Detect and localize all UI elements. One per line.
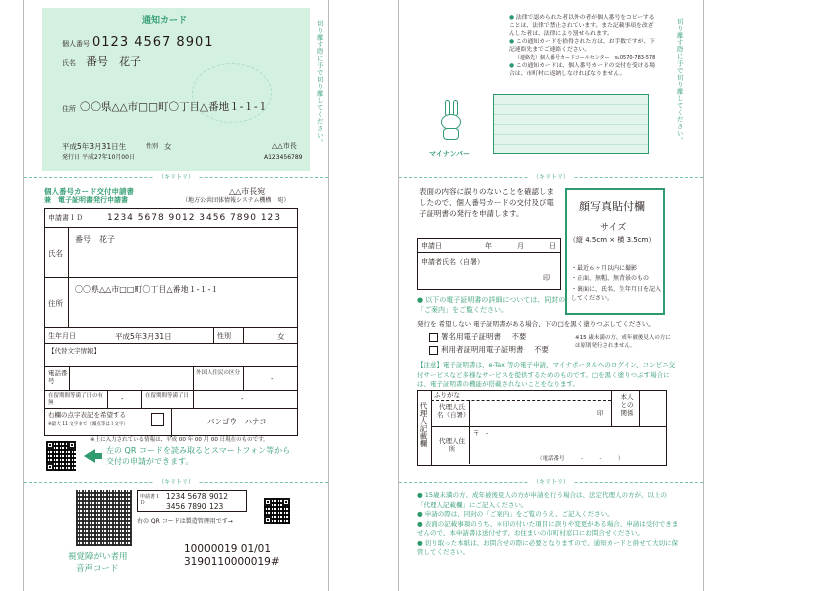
sex-value: 女 (277, 332, 285, 341)
proxy-seal: 印 (597, 409, 604, 417)
date-label: 申請日 (421, 242, 442, 250)
flower-watermark (192, 63, 272, 123)
note-item: ● 法律で認められた者以外の者が個人番号をコピーすることは、法律で禁止されています。また記載事項を改ざんした者は、法律により罰せられます。 (509, 14, 659, 38)
col-divider (107, 390, 108, 408)
card-serial: A123456789 (264, 154, 303, 161)
photo-size-value: （縦 4.5cm × 横 3.5cm） (569, 236, 656, 244)
foreign-value: - (271, 375, 274, 383)
application-qr-code (46, 441, 76, 471)
stay-date-value: - (241, 395, 244, 403)
lined-box (493, 94, 649, 154)
notification-card-front (42, 8, 310, 171)
instruction-item: ● 表面の記載事項のうち、＊印の付いた項目に誤りや変更がある場合、申請は受付できませんので、本申請書は送付せず、お住まいの市町村窓口にお問合せください。 (417, 520, 679, 539)
back-page (398, 0, 704, 591)
arrow-left-icon-tail (94, 453, 102, 459)
date-day: 日 (549, 242, 556, 250)
photo-req-2: ・正面、無帽、無背景のもの (571, 275, 650, 282)
voice-code (76, 490, 132, 546)
proxy-furigana: ふりがな (434, 391, 460, 399)
bottom-code-1: 10000019 01/01 (184, 543, 272, 555)
cert2-checkbox[interactable] (429, 346, 438, 355)
proxy-postal: 〒 - (473, 429, 489, 437)
row-divider (431, 400, 611, 401)
form-addressee: △△市長宛 (229, 187, 266, 196)
name-label: 氏名 (48, 249, 63, 258)
form-heading-2: 兼 電子証明書発行申請書 (44, 196, 128, 204)
braille-note: ※最大 11 文字まで（濁点等は１文字） (48, 422, 128, 427)
photo-size-label: サイズ (600, 223, 627, 233)
stay-label: 在留期間等満了日の有無 (48, 393, 104, 406)
cut-line-2 (24, 479, 328, 486)
cut-label-1: （キリトリ） (154, 174, 198, 181)
card-birth: 平成5年3月31日生 (62, 142, 127, 151)
instruction-item: ● 申請の際は、同封の「ご案内」をご覧のうえ、ご記入ください。 (417, 510, 679, 520)
date-year: 年 (485, 242, 492, 250)
proxy-relation-label: 本人との関係 (620, 393, 634, 417)
caution-text: 【注意】電子証明書は、e-Tax 等の電子申請、マイナポータルへのログイン、コンビニ交付サービスなど多様なサービスを提供するためのものです。□を黒く塗りつぶす場合には、電子証明書の機能が搭載されないことをなります。 (417, 361, 676, 388)
cert-side-note: ※15 歳未満の方、成年被後見人の方には原則発行されません。 (575, 335, 671, 349)
photo-title: 顔写真貼付欄 (579, 200, 645, 213)
signature-seal: 印 (543, 274, 550, 282)
proxy-vertical-label: 代理人記載欄 (419, 402, 428, 447)
card-title: 通知カード (142, 16, 188, 26)
braille-checkbox[interactable] (151, 413, 164, 426)
row-divider (45, 366, 297, 367)
cert1-value: 不要 (511, 332, 527, 341)
address-label: 住所 (48, 299, 63, 308)
voice-code-label-1: 視覚障がい者用 (68, 552, 128, 562)
card-issue-date: 平成27年10月00日 (82, 154, 135, 161)
instructions (417, 491, 679, 558)
card-name-label: 氏名 (62, 59, 76, 67)
card-sex-label: 性別 (146, 143, 159, 150)
manufacturing-qr-code (264, 498, 290, 524)
col-divider (213, 327, 214, 343)
voice-code-label-2: 音声コード (76, 564, 119, 574)
cert1-label: 署名用電子証明書 (441, 332, 501, 341)
bottom-code-2: 3190110000019# (184, 556, 280, 568)
card-number-label: 個人番号 (62, 40, 90, 48)
col-divider (243, 366, 244, 390)
cert-option-2[interactable] (429, 345, 549, 355)
row-divider (431, 426, 667, 427)
card-address: 〇〇県△△市□□町〇丁目△番地１-１-１ (80, 101, 269, 113)
sex-label: 性別 (217, 332, 231, 340)
cert1-checkbox[interactable] (429, 333, 438, 342)
col-divider (171, 408, 172, 437)
note-item: （連絡先）個人番号カードコールセンター ℡0570-783-578 (515, 55, 656, 61)
card-number: 0123 4567 8901 (92, 35, 214, 50)
cert-note: ● 以下の電子証明書の詳細については、同封の「ご案内」をご覧ください。 (417, 296, 567, 315)
col-divider (469, 400, 470, 464)
row-divider (45, 227, 297, 228)
signature-label: 申請者氏名（自署） (421, 258, 484, 266)
birth-label: 生年月日 (48, 332, 76, 340)
col-divider (193, 390, 194, 408)
row-divider (417, 252, 561, 253)
col-divider (431, 390, 432, 466)
applicant-id-label: 申請書ＩＤ (48, 214, 83, 222)
instruction-item: ● 15歳未満の方、成年被後見人の方が申請を行う場合は、法定代理人の方が、以上の「代理人記載欄」にご記入ください。 (417, 491, 679, 510)
printed-note: ※上に入力されている情報は、平成 00 年 00 月 00 日現在のものです。 (90, 437, 269, 443)
bottom-id-2: 3456 7890 123 (166, 502, 224, 511)
photo-req-1: ・最近６ヶ月以内に撮影 (571, 265, 638, 272)
cut-label-2: （キリトリ） (154, 479, 198, 486)
proxy-address-label: 代理人住所 (439, 437, 465, 453)
foreign-label: 外国人住民の区分 (196, 370, 241, 376)
applicant-form-table (44, 208, 298, 436)
card-issue-label: 発行日 (62, 154, 81, 161)
note-item: ● この通知カードを拾得された方は、お手数ですが、下記連絡先までご連絡ください。 (509, 38, 659, 54)
address-value: 〇〇県△△市□□町〇丁目△番地１-１-１ (75, 285, 219, 294)
row-divider (45, 343, 297, 344)
card-name: 番号 花子 (86, 55, 141, 68)
name-value: 番号 花子 (75, 235, 115, 244)
col-divider (193, 366, 194, 390)
mynumber-mascot-icon (437, 100, 467, 140)
row-divider (45, 327, 297, 328)
card-sex: 女 (164, 142, 172, 151)
cert2-value: 不要 (533, 345, 549, 354)
stay-date-label: 在留期間等満了日 (145, 393, 190, 399)
back-cut-label-2: （キリトリ） (529, 479, 573, 486)
proxy-text-label: 【代替文字情報】 (48, 347, 100, 355)
choose-note: 発行を 希望しない 電子証明書がある場合、下の□を黒く塗りつぶしてください。 (417, 320, 655, 328)
col-divider (611, 390, 612, 426)
card-address-label: 住所 (62, 105, 76, 113)
bottom-id-1: 1234 5678 9012 (166, 492, 229, 501)
applicant-id: 1234 5678 9012 3456 7890 123 (107, 213, 282, 223)
back-cut-line-2 (399, 479, 703, 486)
back-side-note: 切り離す際に手で切り離してください。 (675, 18, 684, 144)
mascot-label: マイナンバー (429, 150, 471, 158)
instruction-item: ● 切り取った本紙は、お問合せの際に必要となりますので、通知カードと併せて大切に保管してください。 (417, 539, 679, 558)
back-notes (509, 14, 659, 78)
intro-text: 表面の内容に誤りのないことを確認しましたので、個人番号カードの交付及び電子証明書の発行を申請します。 (419, 187, 554, 218)
stay-value: - (121, 395, 124, 403)
col-divider (639, 390, 640, 426)
form-addressee-note: （地方公共団体情報システム機構 宛） (182, 197, 290, 204)
back-cut-line-1 (399, 174, 703, 181)
row-divider (45, 390, 297, 391)
cut-line-1 (24, 174, 328, 181)
phone-label: 電話番号 (48, 369, 68, 385)
date-month: 月 (517, 242, 524, 250)
braille-label: 右欄の点字表記を希望する (48, 411, 126, 419)
row-divider (45, 277, 297, 278)
qr-manufacturing-note: 右の QR コードは製造管理用です→ (137, 518, 233, 525)
proxy-name-label: 代理人氏名（自署） (437, 403, 470, 419)
cert2-label: 利用者証明用電子証明書 (441, 345, 524, 354)
front-side-note: 切り離す際に手で切り離してください。 (315, 20, 324, 146)
col-divider (243, 327, 244, 343)
qr-instruction: 左の QR コードを読み取るとスマートフォン等から交付の申請ができます。 (106, 446, 291, 466)
braille-kana: バンゴウ ハナコ (207, 417, 267, 426)
bottom-id-label: 申請書ＩＤ (140, 494, 161, 506)
photo-req-3: ・裏面に、氏名、生年月日を記入してください。 (571, 286, 662, 302)
col-divider (69, 366, 70, 390)
col-divider (141, 390, 142, 408)
proxy-phone: （電話番号 - - ） (537, 456, 624, 462)
cert-option-1[interactable] (429, 332, 526, 342)
birth-value: 平成5年3月31日 (115, 332, 172, 341)
front-page (23, 0, 329, 591)
back-cut-label-1: （キリトリ） (529, 174, 573, 181)
card-issuer: △△市長 (272, 142, 297, 150)
form-heading-1: 個人番号カード交付申請書 (44, 187, 134, 196)
note-item: ● この通知カードは、個人番号カードの交付を受ける場合は、市町村に返納しなければなりません。 (509, 62, 659, 78)
